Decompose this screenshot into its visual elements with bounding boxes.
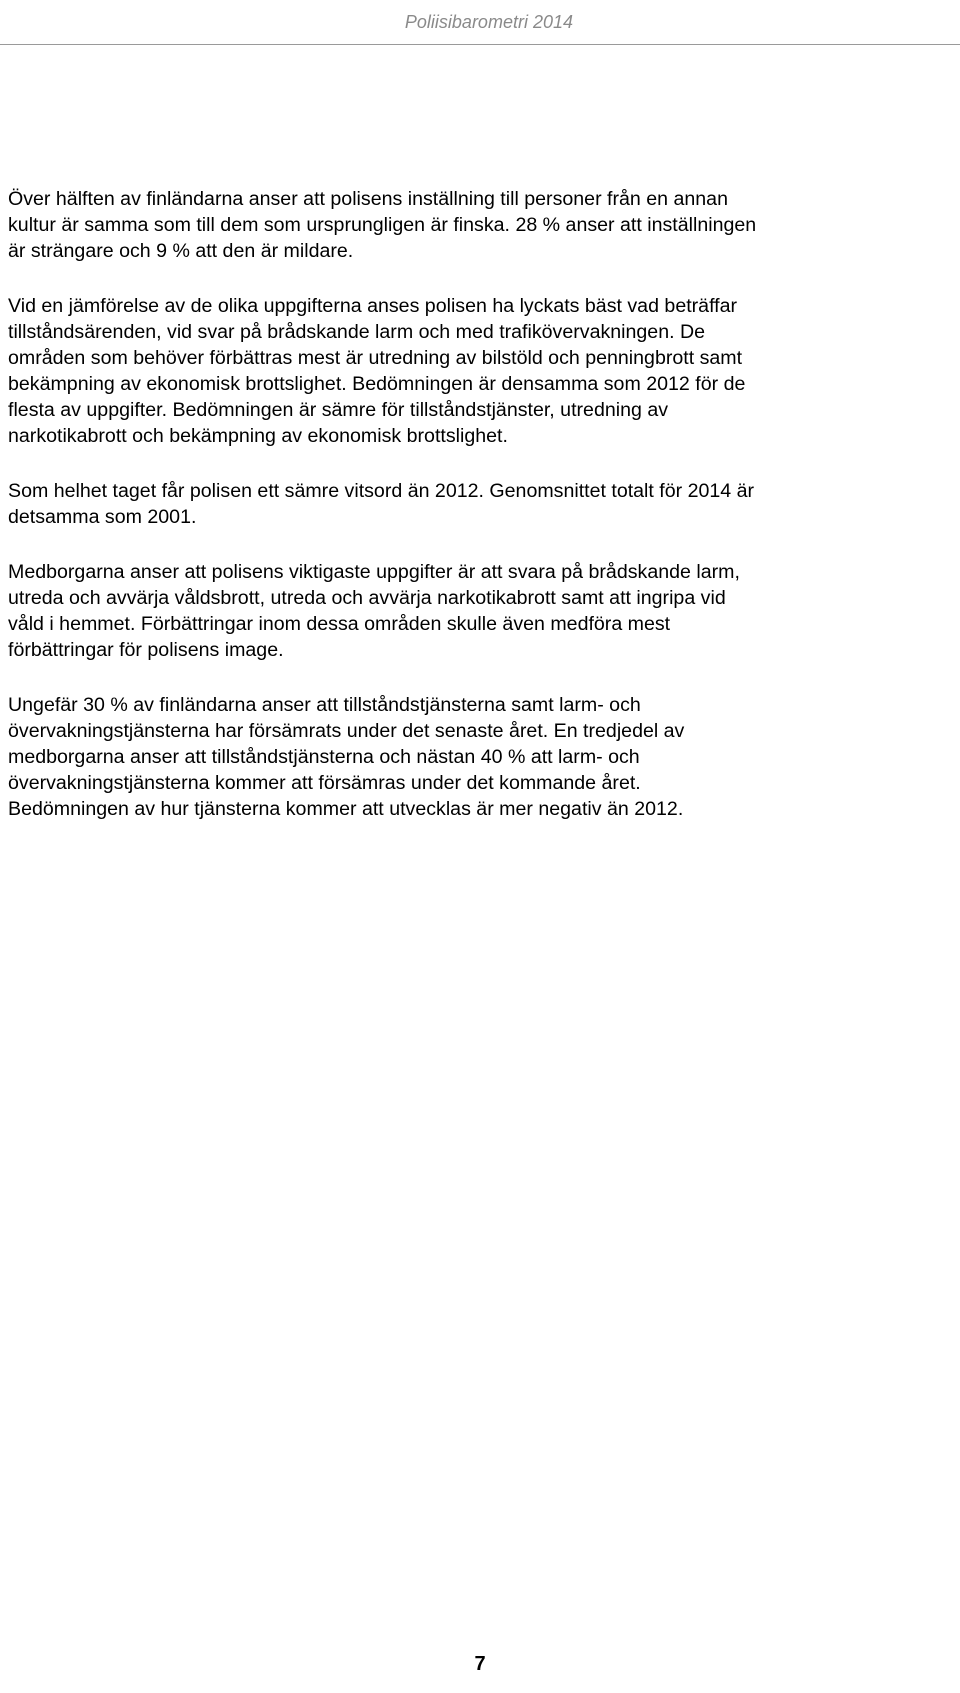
paragraph-service-development: Ungefär 30 % av finländarna anser att tillståndstjänsterna samt larm- och övervakningstjänsterna har försämrats under det senaste året. En tredjedel av medborgarna anser att tillståndstjänsterna och nästan 40 % att larm- och övervakningstjänsterna kommer att försämras under det kommande året. Bedömningen av hur tjänsterna kommer att utvecklas är mer negativ än 2012. — [8, 694, 685, 820]
paragraph-overall-grade: Som helhet taget får polisen ett sämre vitsord än 2012. Genomsnittet totalt för 2014 är detsamma som 2001. — [8, 480, 755, 528]
running-header-title: Poliisibarometri 2014 — [404, 12, 573, 32]
page-header — [0, 0, 960, 45]
paragraph-task-comparison: Vid en jämförelse av de olika uppgifterna anses polisen ha lyckats bäst vad beträffar tillståndsärenden, vid svar på brådskande larm och med trafikövervakningen. De områden som behöver förbättras mest är utredning av bilstöld och penningbrott samt bekämpning av ekonomisk brottslighet. Bedömningen är densamma som 2012 för de flesta av uppgifter. Bedömningen är sämre för tillståndstjänster, utredning av narkotikabrott och bekämpning av ekonomisk brottslighet. — [8, 295, 746, 447]
paragraph-most-important-tasks: Medborgarna anser att polisens viktigaste uppgifter är att svara på brådskande larm, utreda och avvärja våldsbrott, utreda och avvärja narkotikabrott samt att ingripa vid våld i hemmet. Förbättringar inom dessa områden skulle även medföra mest förbättringar för polisens image. — [8, 561, 740, 661]
page-number: 7 — [474, 1653, 486, 1675]
body-text — [8, 186, 948, 851]
paragraph-attitude-toward-other-cultures: Över hälften av finländarna anser att polisens inställning till personer från en annan kultur är samma som till dem som ursprungligen är finska. 28 % anser att inställningen är strängare och 9 % att den är mildare. — [8, 188, 757, 262]
